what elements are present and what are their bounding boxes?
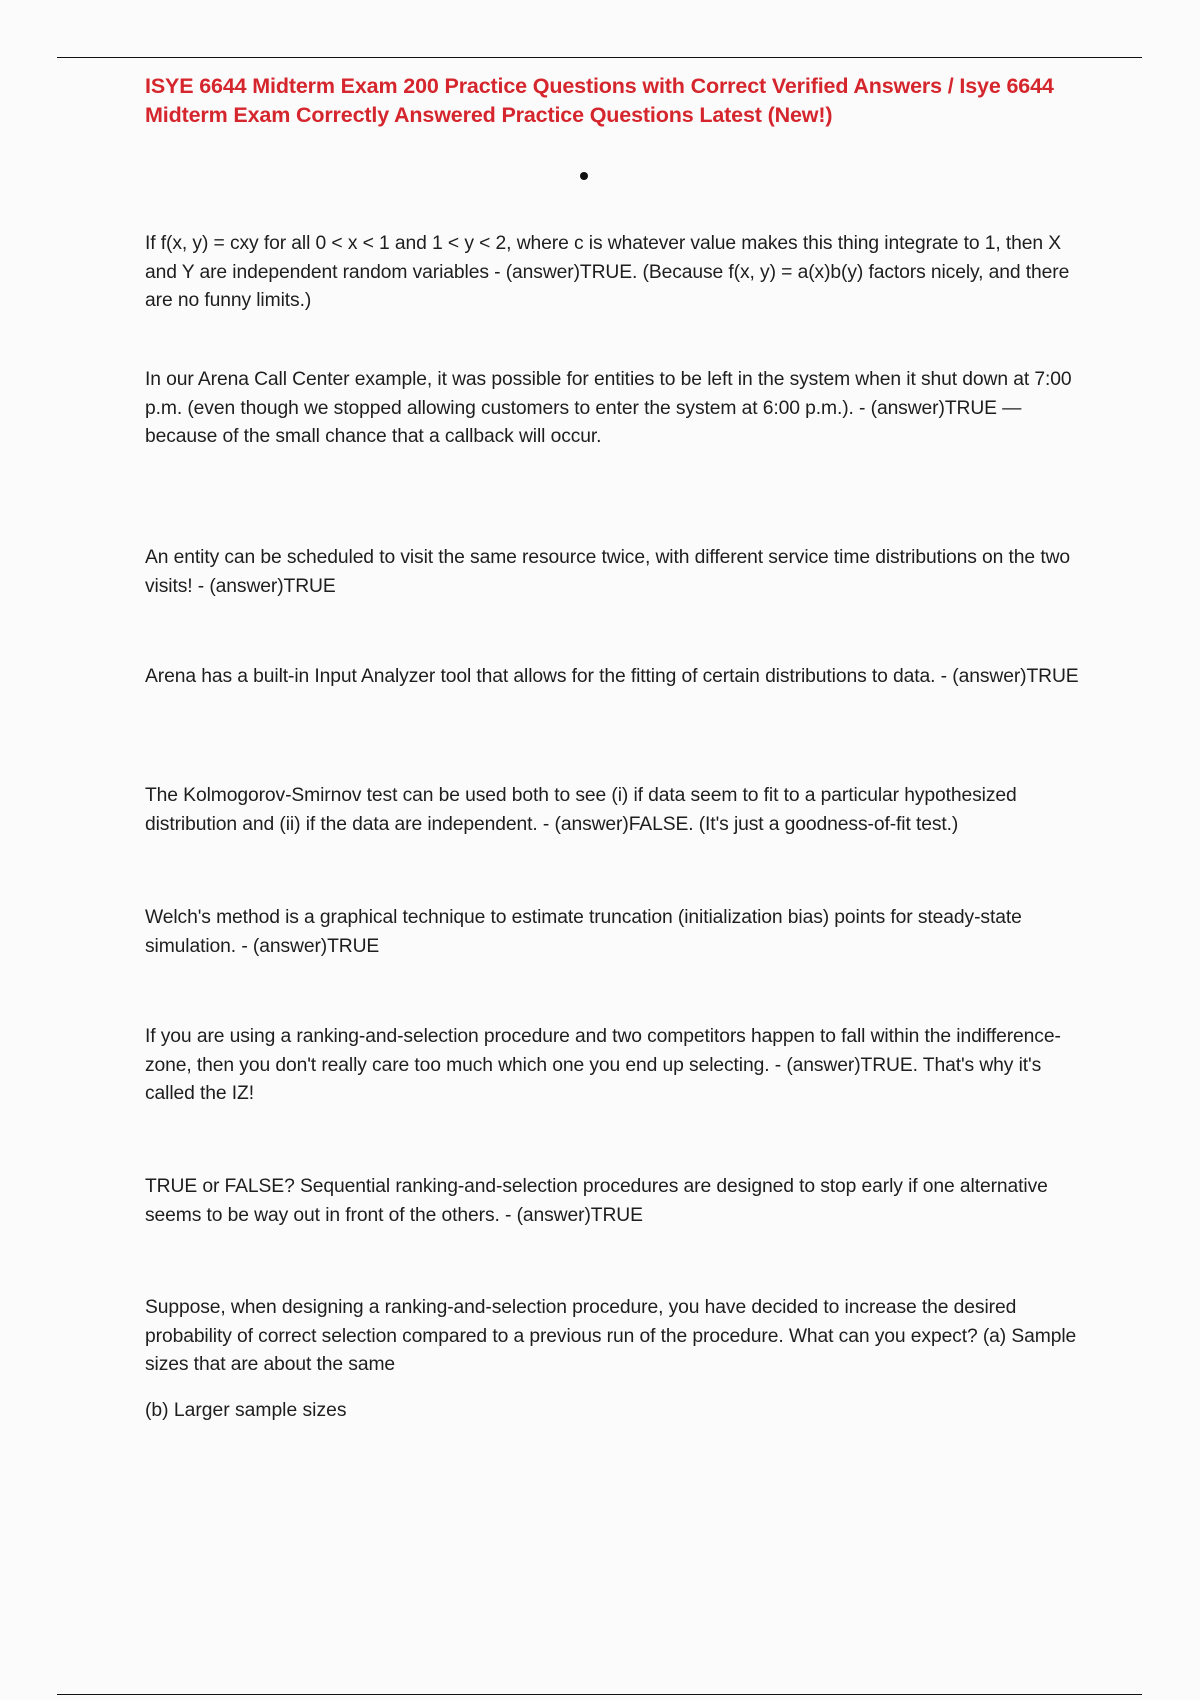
qa-item-7: If you are using a ranking-and-selection procedure and two competitors happen to fall within the indifference-zone, then you don't really care too much which one you end up selecting. - (answer)TRUE. That's why it's called the IZ!: [145, 1026, 1061, 1104]
qa-item-2: In our Arena Call Center example, it was possible for entities to be left in the system when it shut down at 7:00 p.m. (even though we stopped allowing customers to enter the system at 6:00 p.m.). - (answer)TRUE — because of the small chance that a callback will occur.: [145, 369, 1072, 447]
qa-item-1: If f(x, y) = cxy for all 0 < x < 1 and 1 < y < 2, where c is whatever value makes this thing integrate to 1, then X and Y are independent random variables - (answer)TRUE. (Because f(x, y) = a(x)b(y) factors nicely, and there are no funny limits.): [145, 233, 1070, 311]
document-title: ISYE 6644 Midterm Exam 200 Practice Questions with Correct Verified Answers / Isye 6644 Midterm Exam Correctly Answered Practice Questions Latest (New!): [145, 74, 1054, 127]
qa-item-8: TRUE or FALSE? Sequential ranking-and-selection procedures are designed to stop early if one alternative seems to be way out in front of the others. - (answer)TRUE: [145, 1176, 1048, 1226]
bullet-point: [580, 172, 588, 180]
bottom-rule: [57, 1694, 1142, 1695]
top-rule: [57, 57, 1142, 58]
qa-item-9-option-b: (b) Larger sample sizes: [145, 1400, 347, 1421]
qa-item-9: Suppose, when designing a ranking-and-selection procedure, you have decided to increase the desired probability of correct selection compared to a previous run of the procedure. What can you expect? (a) Sample sizes that are about the same: [145, 1297, 1077, 1375]
qa-item-5: The Kolmogorov-Smirnov test can be used both to see (i) if data seem to fit to a particular hypothesized distribution and (ii) if the data are independent. - (answer)FALSE. (It's just a goodness-of-fit test.): [145, 785, 1017, 835]
qa-item-4: Arena has a built-in Input Analyzer tool that allows for the fitting of certain distributions to data. - (answer)TRUE: [145, 666, 1079, 687]
qa-item-3: An entity can be scheduled to visit the same resource twice, with different service time distributions on the two visits! - (answer)TRUE: [145, 547, 1071, 597]
qa-item-6: Welch's method is a graphical technique to estimate truncation (initialization bias) points for steady-state simulation. - (answer)TRUE: [145, 907, 1022, 957]
